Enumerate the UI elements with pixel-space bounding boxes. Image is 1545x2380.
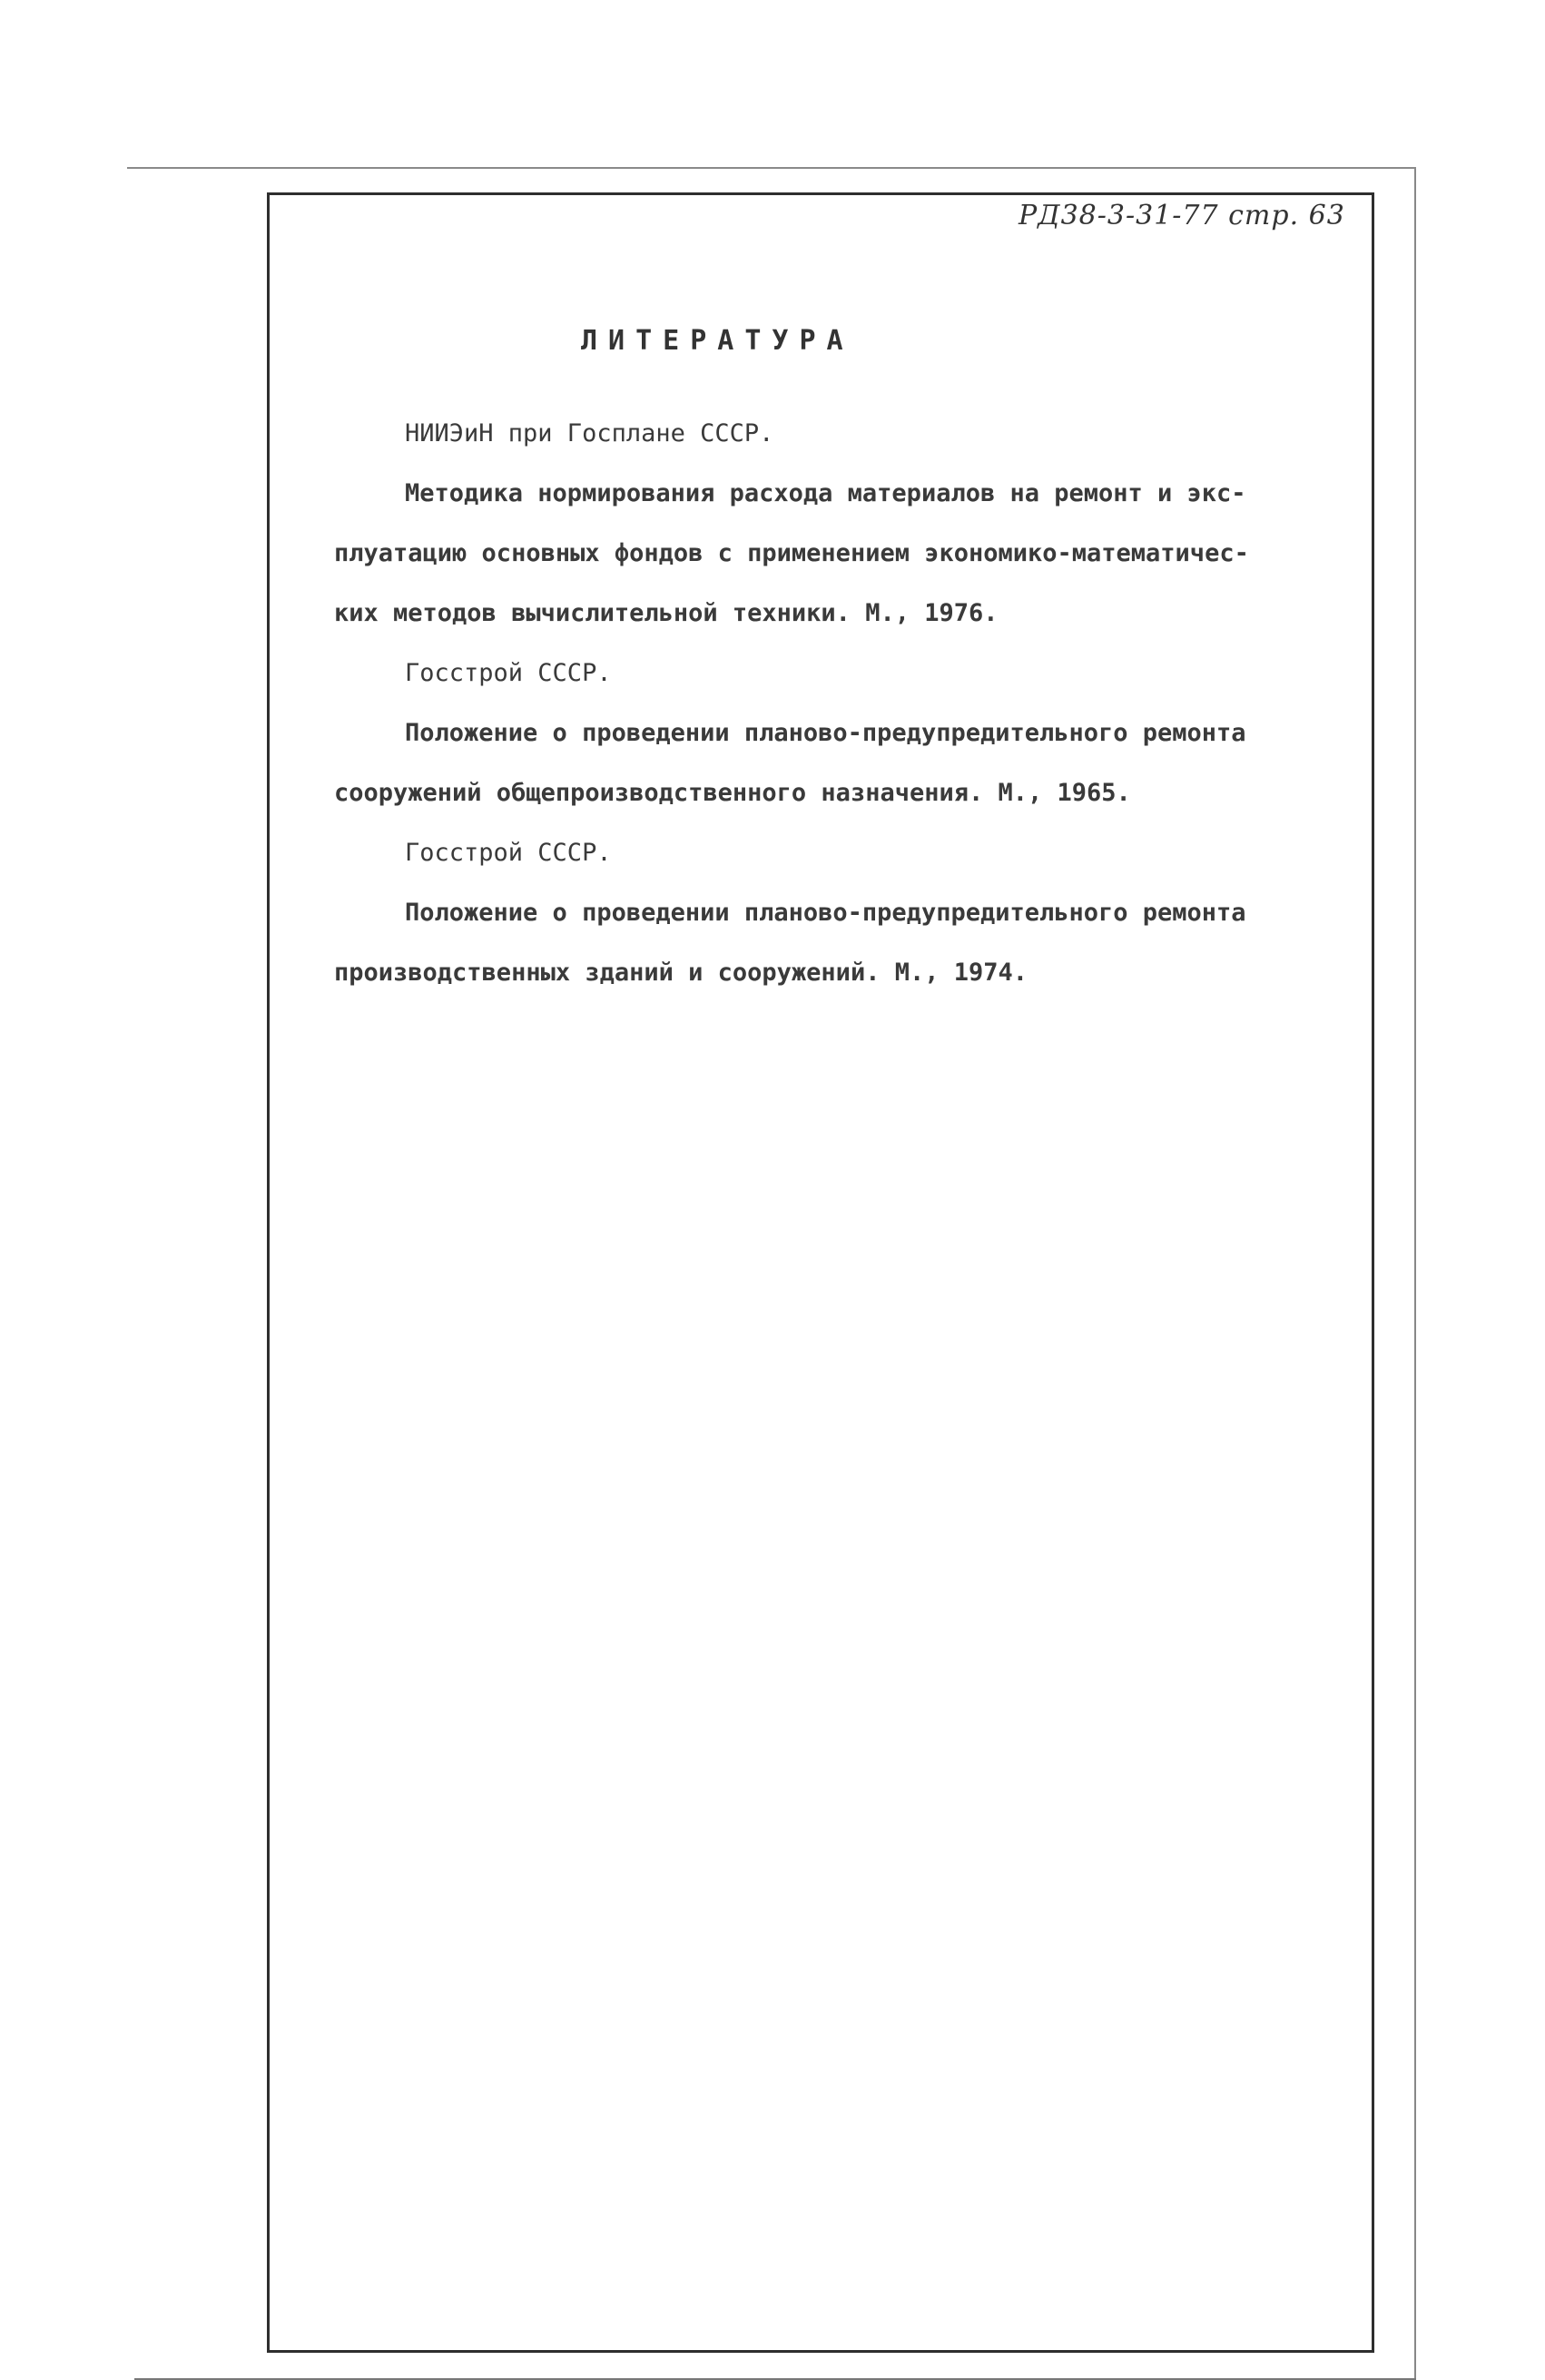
- reference-1-line-1: Методика нормирования расхода материалов на ремонт и экс-: [405, 479, 1246, 507]
- reference-list: [334, 404, 1314, 1003]
- page-stamp: РД38-3-31-77 стр. 63: [1019, 200, 1345, 231]
- reference-2-line-2: сооружений общепроизводственного назначения. М., 1965.: [334, 779, 1131, 807]
- reference-1-line-2: плуатацию основных фондов с применением экономико-математичес-: [334, 539, 1249, 567]
- reference-1-author: НИИЭиН при Госплане СССР.: [405, 419, 774, 447]
- reference-1-line-3: ких методов вычислительной техники. М., 1976.: [334, 599, 999, 627]
- reference-3-line-1: Положение о проведении планово-предупредительного ремонта: [405, 899, 1246, 927]
- scan-right-edge: [1414, 169, 1416, 2378]
- reference-3-author: Госстрой СССР.: [405, 839, 612, 867]
- reference-2-author: Госстрой СССР.: [405, 659, 612, 687]
- reference-3-line-2: производственных зданий и сооружений. М., 1974.: [334, 959, 1028, 987]
- scan-top-edge: [127, 167, 1416, 169]
- page-title: ЛИТЕРАТУРА: [581, 325, 854, 357]
- reference-2-line-1: Положение о проведении планово-предупредительного ремонта: [405, 719, 1246, 747]
